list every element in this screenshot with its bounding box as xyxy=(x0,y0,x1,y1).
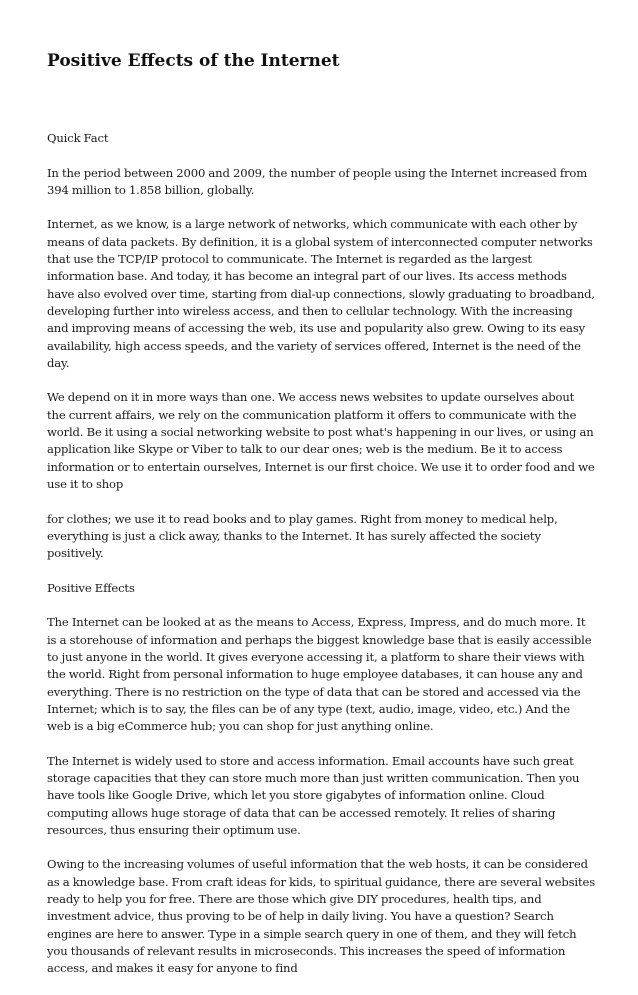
document-body xyxy=(47,130,595,978)
page-title: Positive Effects of the Internet xyxy=(47,51,340,71)
effects-paragraph-2: The Internet is widely used to store and access information. Email accounts have such great storage capacities that they can store much more than just written communication. Then you have tools like Google Drive, which let you store gigabytes of information online. Cloud computing allows huge storage of data that can be accessed remotely. It relies of sharing resources, thus ensuring their optimum use. xyxy=(47,753,580,837)
intro-paragraph-2: We depend on it in more ways than one. We access news websites to update ourselves about the current affairs, we rely on the communication platform it offers to communicate with the world. Be it using a social networking website to post what's happening in our lives, or using an application like Skype or Viber to talk to our dear ones; web is the medium. Be it to access information or to entertain ourselves, Internet is our first choice. We use it to order food and we use it to shop xyxy=(47,390,595,491)
intro-paragraph-1: Internet, as we know, is a large network of networks, which communicate with each other by means of data packets. By definition, it is a global system of interconnected computer networks that use the TCP/IP protocol to communicate. The Internet is regarded as the largest information base. And today, it has become an integral part of our lives. Its access methods have also evolved over time, starting from dial-up connections, slowly graduating to broadband, developing further into wireless access, and then to cellular technology. With the increasing and improving means of accessing the web, its use and popularity also grew. Owing to its easy availability, high access speeds, and the variety of services offered, Internet is the need of the day. xyxy=(47,217,595,370)
quick-fact-heading: Quick Fact xyxy=(47,131,109,145)
quick-fact-paragraph: In the period between 2000 and 2009, the number of people using the Internet increased from 394 million to 1.858 billion, globally. xyxy=(47,165,588,197)
effects-paragraph-3: Owing to the increasing volumes of useful information that the web hosts, it can be considered as a knowledge base. From craft ideas for kids, to spiritual guidance, there are several websites ready to help you for free. There are those which give DIY procedures, health tips, and investment advice, thus proving to be of help in daily living. You have a question? Search engines are here to answer. Type in a simple search query in one of them, and they will fetch you thousands of relevant results in microseconds. This increases the speed of information access, and makes it easy for anyone to find xyxy=(47,857,595,976)
effects-paragraph-1: The Internet can be looked at as the means to Access, Express, Impress, and do much more. It is a storehouse of information and perhaps the biggest knowledge base that is easily accessible to just anyone in the world. It gives everyone accessing it, a platform to share their views with the world. Right from personal information to huge employee databases, it can house any and everything. There is no restriction on the type of data that can be stored and accessed via the Internet; which is to say, the files can be of any type (text, audio, image, video, etc.) And the web is a big eCommerce hub; you can shop for just anything online. xyxy=(47,615,592,734)
document-page xyxy=(47,50,595,995)
positive-effects-heading: Positive Effects xyxy=(47,580,135,595)
intro-paragraph-3: for clothes; we use it to read books and to play games. Right from money to medical help, everything is just a click away, thanks to the Internet. It has surely affected the society positively. xyxy=(47,511,558,561)
